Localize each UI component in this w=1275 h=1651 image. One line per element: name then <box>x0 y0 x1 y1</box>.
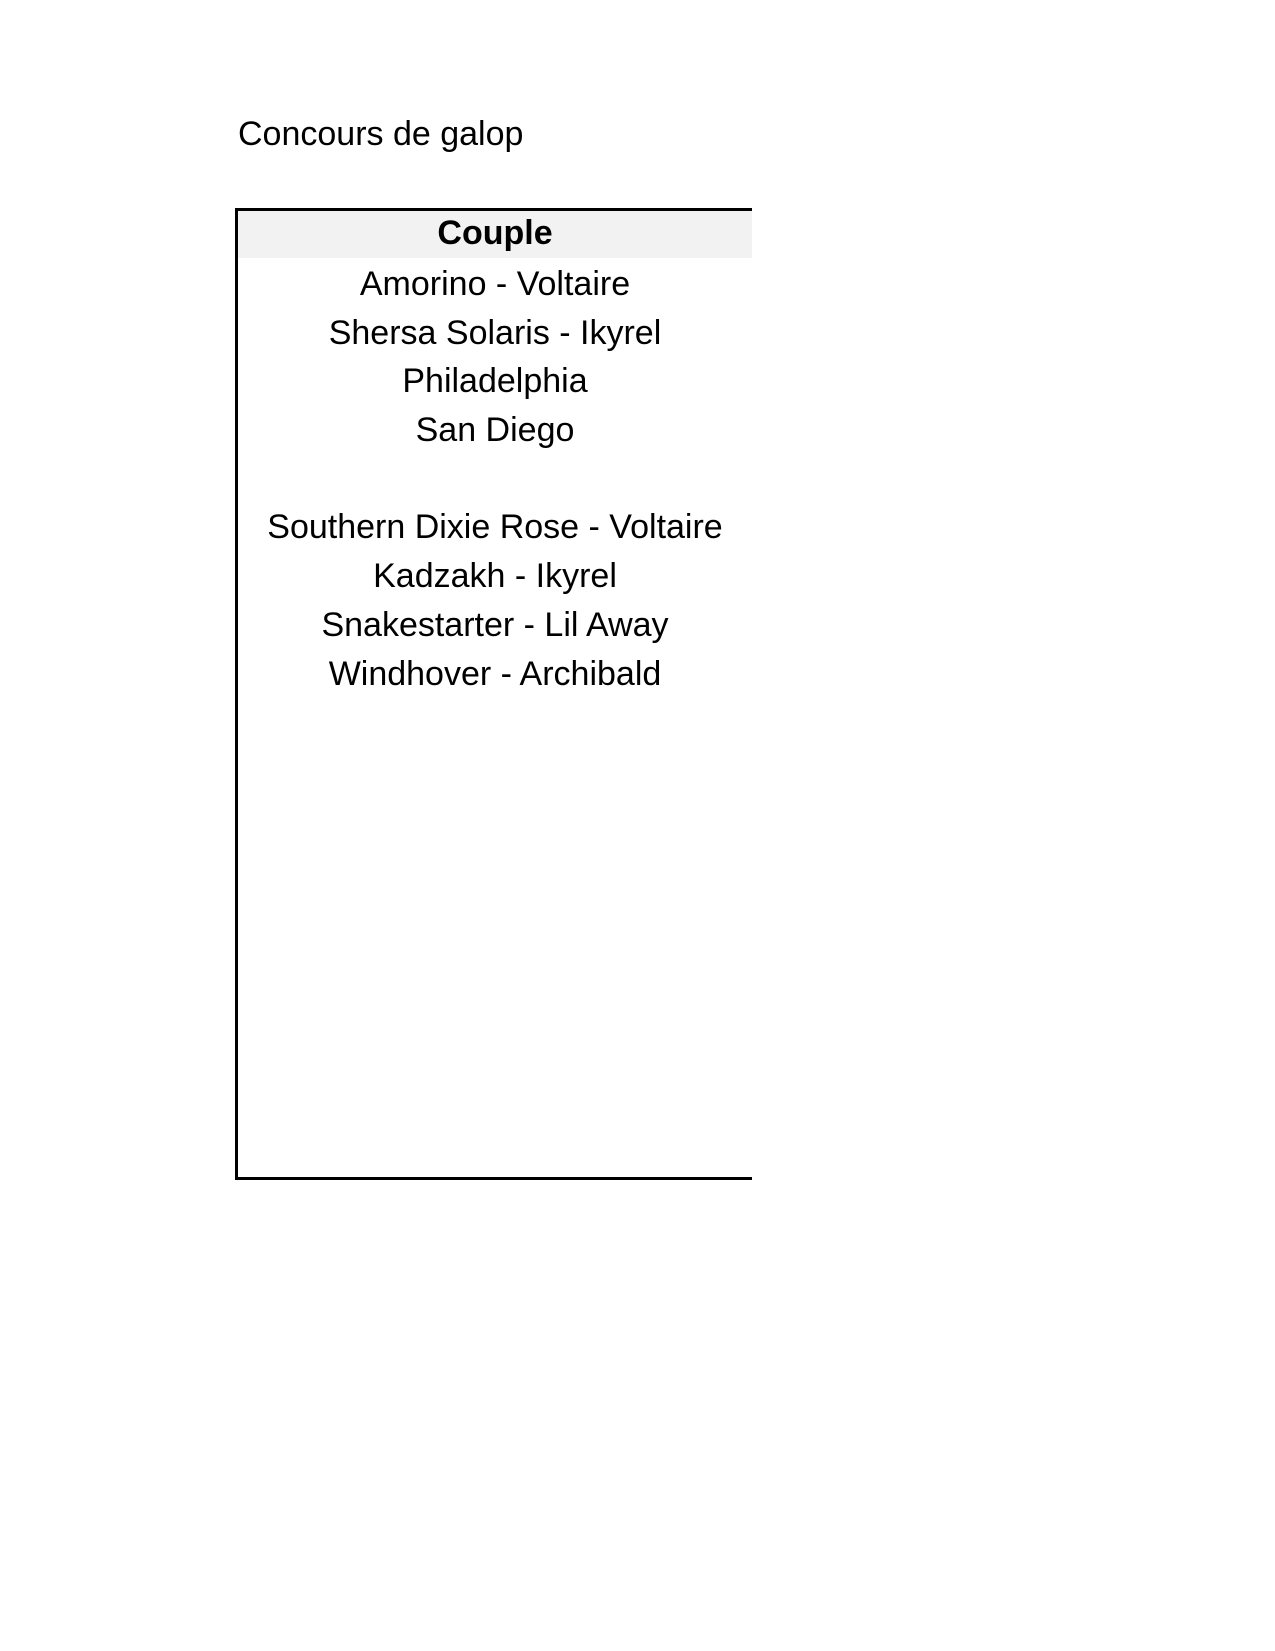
table-row: Philadelphia <box>402 362 588 401</box>
table-header-couple: Couple <box>238 211 752 258</box>
table-row: Amorino - Voltaire <box>359 265 631 303</box>
page-title: Concours de galop <box>238 115 524 153</box>
table-row: Snakestarter - Lil Away <box>321 605 669 644</box>
table-row: Shersa Solaris - Ikyrel <box>328 313 662 352</box>
table-row: Southern Dixie Rose - Voltaire <box>267 508 723 547</box>
table-row: Kadzakh - Ikyrel <box>373 557 617 596</box>
table-row-empty <box>238 455 752 504</box>
table-body <box>238 258 752 698</box>
couple-table <box>235 208 752 1180</box>
table-row: San Diego <box>415 411 575 450</box>
table-row: Windhover - Archibald <box>328 654 662 693</box>
